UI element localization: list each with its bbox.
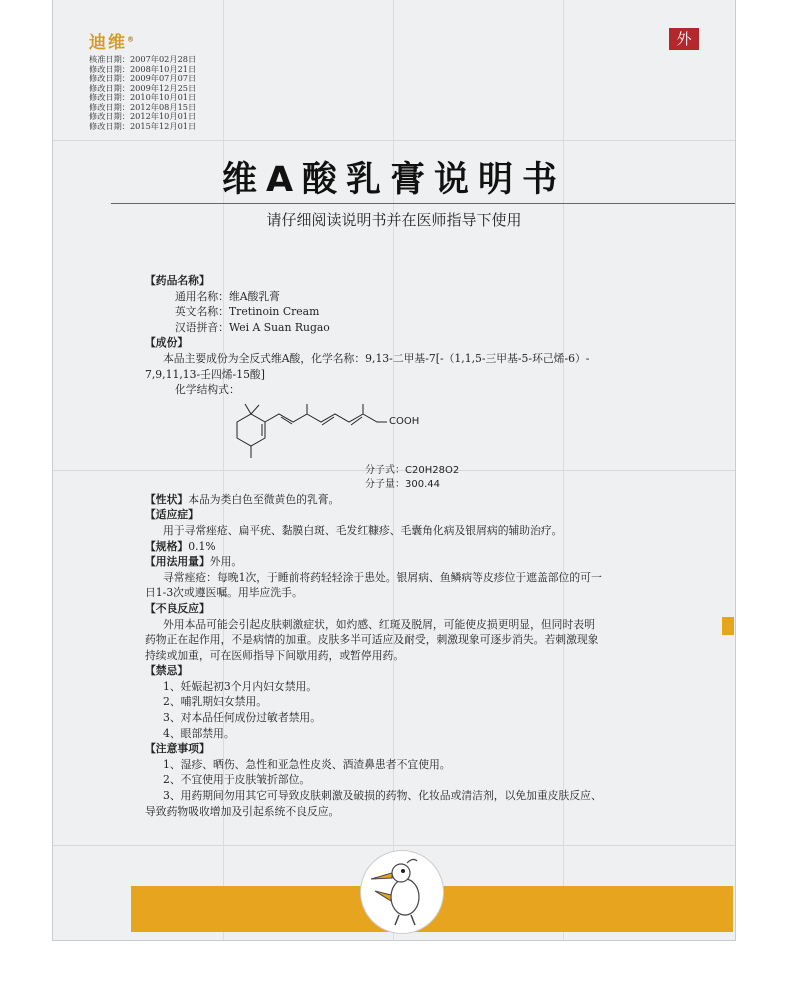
bird-mascot-icon xyxy=(361,851,443,933)
section-heading-adverse: 【不良反应】 xyxy=(145,601,210,615)
revision-date: 修改日期：2009年07月07日 xyxy=(89,73,197,83)
contraindication-item: 2、哺乳期妇女禁用。 xyxy=(163,695,268,709)
precaution-item: 1、湿疹、晒伤、急性和亚急性皮炎、酒渣鼻患者不宜使用。 xyxy=(163,757,451,771)
dosage-text: 寻常痤疮：每晚1次，于睡前将药轻轻涂于患处。银屑病、鱼鳞病等皮疹位于遮盖部位的可一 xyxy=(163,570,602,584)
precaution-item: 导致药物吸收增加及引起系统不良反应。 xyxy=(145,804,340,818)
revision-date: 核准日期：2007年02月28日 xyxy=(89,54,197,64)
indications-text: 用于寻常痤疮、扁平疣、黏膜白斑、毛发红糠疹、毛囊角化病及银屑病的辅助治疗。 xyxy=(163,523,563,537)
dosage-text: 日1-3次或遵医嘱。用毕应洗手。 xyxy=(145,586,303,600)
adverse-text: 外用本品可能会引起皮肤刺激症状，如灼感、红斑及脱屑，可能使皮损更明显，但同时表明 xyxy=(163,617,595,631)
section-heading-drug-name: 【药品名称】 xyxy=(145,274,210,287)
contraindication-item: 1、妊娠起初3个月内妇女禁用。 xyxy=(163,679,318,693)
revision-date: 修改日期：2009年12月25日 xyxy=(89,82,197,93)
section-heading-indications: 【适应症】 xyxy=(145,508,199,522)
edge-tab-marker xyxy=(722,617,734,635)
spec-section xyxy=(145,539,685,555)
section-heading-dosage: 【用法用量】 xyxy=(145,555,210,569)
contraindication-item: 3、对本品任何成份过敏者禁用。 xyxy=(163,711,322,725)
external-use-badge: 外 xyxy=(669,28,699,50)
precaution-item: 2、不宜使用于皮肤皱折部位。 xyxy=(163,773,311,787)
section-heading-ingredients: 【成份】 xyxy=(145,336,189,350)
section-heading-spec: 【规格】 xyxy=(145,539,189,553)
title-divider xyxy=(111,203,735,204)
adverse-text: 持续或加重，可在医师指导下间歇用药，或暂停用药。 xyxy=(145,648,405,662)
properties-section xyxy=(145,492,685,508)
molecular-formula: 分子式：C20H28O2 xyxy=(365,464,460,476)
dosage-section xyxy=(145,554,685,570)
structure-label: 化学结构式： xyxy=(175,383,240,397)
section-heading-properties: 【性状】 xyxy=(145,492,189,506)
properties-text: 本品为类白色至微黄色的乳膏。 xyxy=(188,492,340,506)
revision-date: 修改日期：2015年12月01日 xyxy=(89,120,197,131)
section-heading-contraindications: 【禁忌】 xyxy=(145,664,189,678)
document-title: 维A酸乳膏说明书 xyxy=(221,160,567,200)
revision-date: 修改日期：2012年08月15日 xyxy=(89,101,197,112)
adverse-text: 药物正在起作用，不是病情的加重。皮肤多半可适应及耐受，刺激现象可逐步消失。若刺激现象 xyxy=(145,633,599,647)
cooh-label: COOH xyxy=(389,415,420,427)
document-subtitle: 请仔细阅读说明书并在医师指导下使用 xyxy=(266,211,522,229)
revision-dates xyxy=(89,55,196,131)
generic-name: 通用名称：维A酸乳膏 xyxy=(175,289,280,303)
english-name: 英文名称：Tretinoin Cream xyxy=(175,305,320,319)
fold-line xyxy=(53,140,735,141)
revision-date: 修改日期：2008年10月21日 xyxy=(89,63,197,74)
fold-line xyxy=(53,845,735,846)
mascot-emblem xyxy=(360,850,444,934)
dosage-inline: 外用。 xyxy=(209,555,243,569)
molecular-weight: 分子量：300.44 xyxy=(365,478,440,490)
section-heading-precautions: 【注意事项】 xyxy=(145,742,210,756)
leaflet-body xyxy=(145,273,685,819)
leaflet-page xyxy=(52,0,736,941)
spec-text: 0.1% xyxy=(188,539,216,553)
ingredients-text: 本品主要成份为全反式维A酸，化学名称：9,13-二甲基-7[-（1,1,5-三甲基-5-环己烯-6）- xyxy=(163,351,590,365)
ingredients-text: 7,9,11,13-壬四烯-15酸] xyxy=(145,367,265,381)
revision-date: 修改日期：2010年10月01日 xyxy=(89,92,197,102)
chemical-structure xyxy=(145,400,685,464)
revision-date: 修改日期：2012年10月01日 xyxy=(89,111,197,121)
precaution-item: 3、用药期间勿用其它可导致皮肤刺激及破损的药物、化妆品或清洁剂，以免加重皮肤反应、 xyxy=(163,789,602,803)
tretinoin-structure-diagram xyxy=(211,400,441,464)
contraindication-item: 4、眼部禁用。 xyxy=(163,726,235,740)
pinyin-name: 汉语拼音：Wei A Suan Rugao xyxy=(175,320,330,334)
brand-logo: 迪维® xyxy=(89,33,136,53)
